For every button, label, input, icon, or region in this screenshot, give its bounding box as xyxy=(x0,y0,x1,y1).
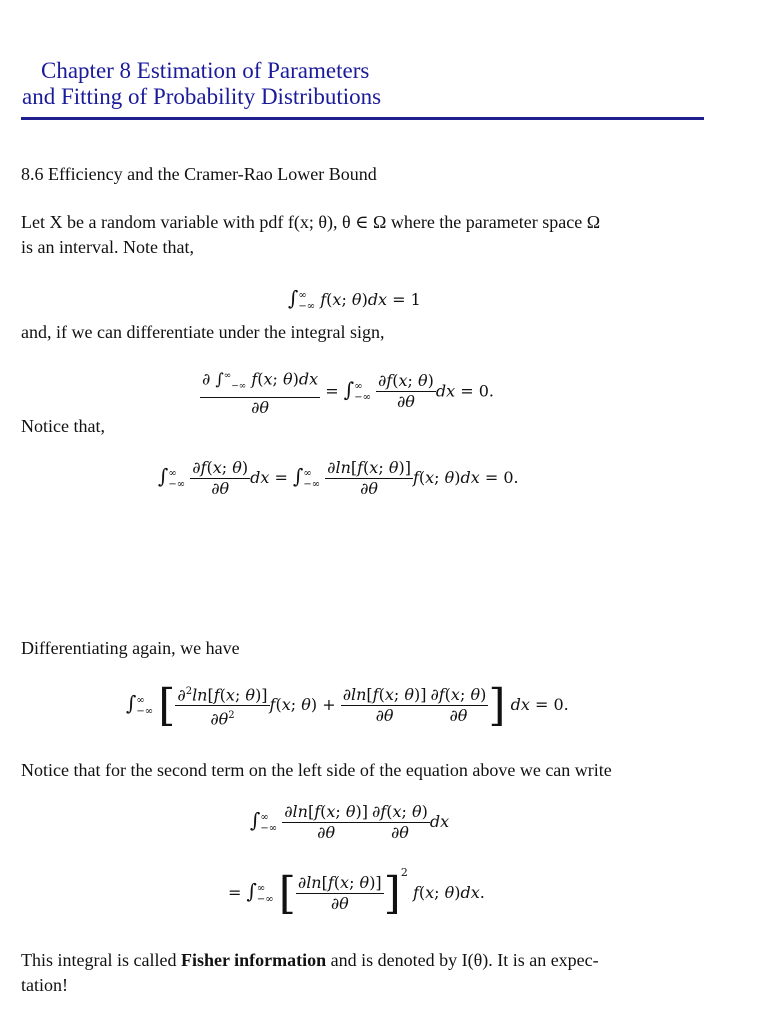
paragraph-intro-line2: is an interval. Note that, xyxy=(21,237,194,257)
fisher-text-pre: This integral is called xyxy=(21,950,181,970)
paragraph-notice: Notice that, xyxy=(21,416,105,436)
equation-derivative-integral: $\frac{\partial \int^\infty_{-\infty} f(x; \theta)dx}{\partial\theta}$ = ∫∞ −∞ $\frac{\partial f(x; \theta)}{\partial\theta}$ dx = 0. xyxy=(200,366,494,418)
header-line-1: Chapter 8 Estimation of Parameters xyxy=(41,58,370,83)
section-title: 8.6 Efficiency and the Cramer-Rao Lower Bound xyxy=(21,164,377,184)
chapter-header xyxy=(22,58,381,110)
header-line-2: and Fitting of Probability Distributions xyxy=(22,84,382,109)
equation-second-term: ∫∞ −∞ $\frac{\partial\ln[f(x; \theta)]}{\partial\theta}$ $\frac{\partial f(x; \theta)}{\partial\theta}$ dx xyxy=(250,802,450,842)
fisher-information-term: Fisher information xyxy=(180,950,327,970)
paragraph-differentiate: and, if we can differentiate under the integral sign, xyxy=(21,322,385,342)
paragraph-second-term: Notice that for the second term on the left side of the equation above we can write xyxy=(21,760,612,780)
header-rule xyxy=(21,117,704,120)
equation-fisher-information: = ∫∞ −∞ [ $\frac{\partial\ln[f(x; \theta)]}{\partial\theta}$ ]$^2$ f(x; θ)dx. xyxy=(228,866,485,919)
paragraph-fisher-line2: tation! xyxy=(21,975,68,995)
equation-score-identity: ∫∞ −∞ $\frac{\partial f(x; \theta)}{\partial\theta}$ dx = ∫∞ −∞ $\frac{\partial\ln[f(x; \theta)]}{\partial\theta}$ f(x; θ)dx = 0. xyxy=(158,458,519,498)
paragraph-intro-line1: Let X be a random variable with pdf f(x; θ), θ ∈ Ω where the parameter space Ω xyxy=(21,212,601,232)
paragraph-differentiate-again: Differentiating again, we have xyxy=(21,638,240,658)
fisher-text-post: and is denoted by I(θ). It is an expec- xyxy=(326,950,599,970)
equation-second-derivative: ∫∞ −∞ [ $\frac{\partial^2\ln[f(x; \theta)]}{\partial\theta^2}$ f(x; θ) + $\frac{\partial\ln[f(x; \theta)]}{\partial\theta}$ $\frac{\partial f(x; \theta)}{\partial\theta}$ ] dx = 0. xyxy=(126,680,569,731)
paragraph-fisher xyxy=(21,948,599,973)
equation-normalization: ∫∞ −∞ f(x; θ)dx = 1 xyxy=(288,286,421,312)
